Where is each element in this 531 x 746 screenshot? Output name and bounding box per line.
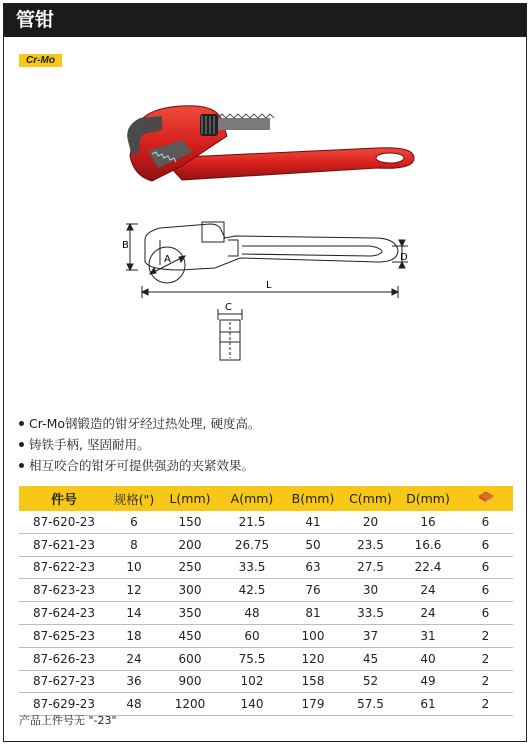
table-cell: 250 [159, 556, 221, 579]
label-a: A [164, 254, 171, 265]
table-cell: 41 [283, 511, 343, 533]
table-cell: 100 [283, 624, 343, 647]
table-cell: 10 [109, 556, 159, 579]
label-l: L [266, 280, 272, 291]
table-cell: 87-620-23 [19, 511, 109, 533]
table-cell: 33.5 [343, 602, 398, 625]
table-cell: 140 [221, 693, 283, 716]
wrench-photo [122, 96, 422, 196]
header-d: D(mm) [398, 486, 458, 511]
table-row [19, 602, 513, 625]
label-d: D [400, 252, 408, 263]
table-cell: 23.5 [343, 533, 398, 556]
bullet-icon [19, 421, 24, 426]
table-cell: 2 [458, 693, 513, 716]
table-cell: 200 [159, 533, 221, 556]
table-cell: 37 [343, 624, 398, 647]
header-a: A(mm) [221, 486, 283, 511]
table-cell: 50 [283, 533, 343, 556]
feature-item: Cr-Mo钢锻造的钳牙经过热处理, 硬度高。 [19, 413, 519, 434]
bullet-icon [19, 463, 24, 468]
bullet-icon [19, 442, 24, 447]
table-cell: 48 [221, 602, 283, 625]
table-cell: 16.6 [398, 533, 458, 556]
table-cell: 450 [159, 624, 221, 647]
table-row [19, 511, 513, 533]
table-cell: 14 [109, 602, 159, 625]
table-cell: 61 [398, 693, 458, 716]
table-cell: 102 [221, 670, 283, 693]
table-cell: 27.5 [343, 556, 398, 579]
table-cell: 42.5 [221, 579, 283, 602]
table-cell: 40 [398, 647, 458, 670]
table-cell: 20 [343, 511, 398, 533]
header-l: L(mm) [159, 486, 221, 511]
table-cell: 22.4 [398, 556, 458, 579]
table-cell: 36 [109, 670, 159, 693]
table-cell: 300 [159, 579, 221, 602]
table-cell: 81 [283, 602, 343, 625]
table-cell: 900 [159, 670, 221, 693]
table-cell: 2 [458, 670, 513, 693]
table-cell: 26.75 [221, 533, 283, 556]
table-cell: 8 [109, 533, 159, 556]
material-badge: Cr-Mo [19, 54, 62, 67]
table-cell: 87-629-23 [19, 693, 109, 716]
table-cell: 600 [159, 647, 221, 670]
table-cell: 16 [398, 511, 458, 533]
table-cell: 30 [343, 579, 398, 602]
table-cell: 6 [458, 533, 513, 556]
table-cell: 76 [283, 579, 343, 602]
dimension-diagram [120, 210, 420, 370]
table-row [19, 579, 513, 602]
table-cell: 52 [343, 670, 398, 693]
header-part-number: 件号 [19, 486, 109, 511]
footer-note: 产品上件号无 "-23" [19, 714, 117, 727]
table-cell: 75.5 [221, 647, 283, 670]
table-cell: 63 [283, 556, 343, 579]
feature-item: 相互咬合的钳牙可提供强劲的夹紧效果。 [19, 455, 519, 476]
table-cell: 87-625-23 [19, 624, 109, 647]
header-c: C(mm) [343, 486, 398, 511]
table-cell: 2 [458, 624, 513, 647]
table-cell: 87-624-23 [19, 602, 109, 625]
page-title: 管钳 [4, 4, 526, 37]
header-size: 规格(") [109, 486, 159, 511]
table-cell: 2 [458, 647, 513, 670]
table-cell: 24 [398, 602, 458, 625]
table-header-row [19, 486, 513, 511]
table-cell: 6 [458, 511, 513, 533]
table-cell: 18 [109, 624, 159, 647]
table-cell: 48 [109, 693, 159, 716]
table-cell: 57.5 [343, 693, 398, 716]
table-cell: 87-627-23 [19, 670, 109, 693]
table-cell: 45 [343, 647, 398, 670]
table-cell: 6 [109, 511, 159, 533]
table-cell: 87-621-23 [19, 533, 109, 556]
table-cell: 6 [458, 579, 513, 602]
table-cell: 24 [109, 647, 159, 670]
table-row [19, 533, 513, 556]
package-icon [458, 486, 513, 511]
header-b: B(mm) [283, 486, 343, 511]
table-cell: 120 [283, 647, 343, 670]
label-c: C [225, 302, 232, 313]
table-row [19, 647, 513, 670]
table-cell: 150 [159, 511, 221, 533]
feature-list [19, 413, 519, 476]
table-cell: 87-626-23 [19, 647, 109, 670]
table-cell: 6 [458, 602, 513, 625]
table-cell: 350 [159, 602, 221, 625]
feature-item: 铸铁手柄, 坚固耐用。 [19, 434, 519, 455]
table-row [19, 556, 513, 579]
table-cell: 87-622-23 [19, 556, 109, 579]
table-cell: 49 [398, 670, 458, 693]
table-cell: 179 [283, 693, 343, 716]
table-cell: 60 [221, 624, 283, 647]
table-cell: 24 [398, 579, 458, 602]
table-cell: 21.5 [221, 511, 283, 533]
table-cell: 12 [109, 579, 159, 602]
table-cell: 6 [458, 556, 513, 579]
label-b: B [122, 240, 129, 251]
spec-table [19, 486, 513, 716]
table-cell: 1200 [159, 693, 221, 716]
table-cell: 87-623-23 [19, 579, 109, 602]
table-cell: 33.5 [221, 556, 283, 579]
table-cell: 31 [398, 624, 458, 647]
table-row [19, 670, 513, 693]
table-cell: 158 [283, 670, 343, 693]
table-row [19, 624, 513, 647]
